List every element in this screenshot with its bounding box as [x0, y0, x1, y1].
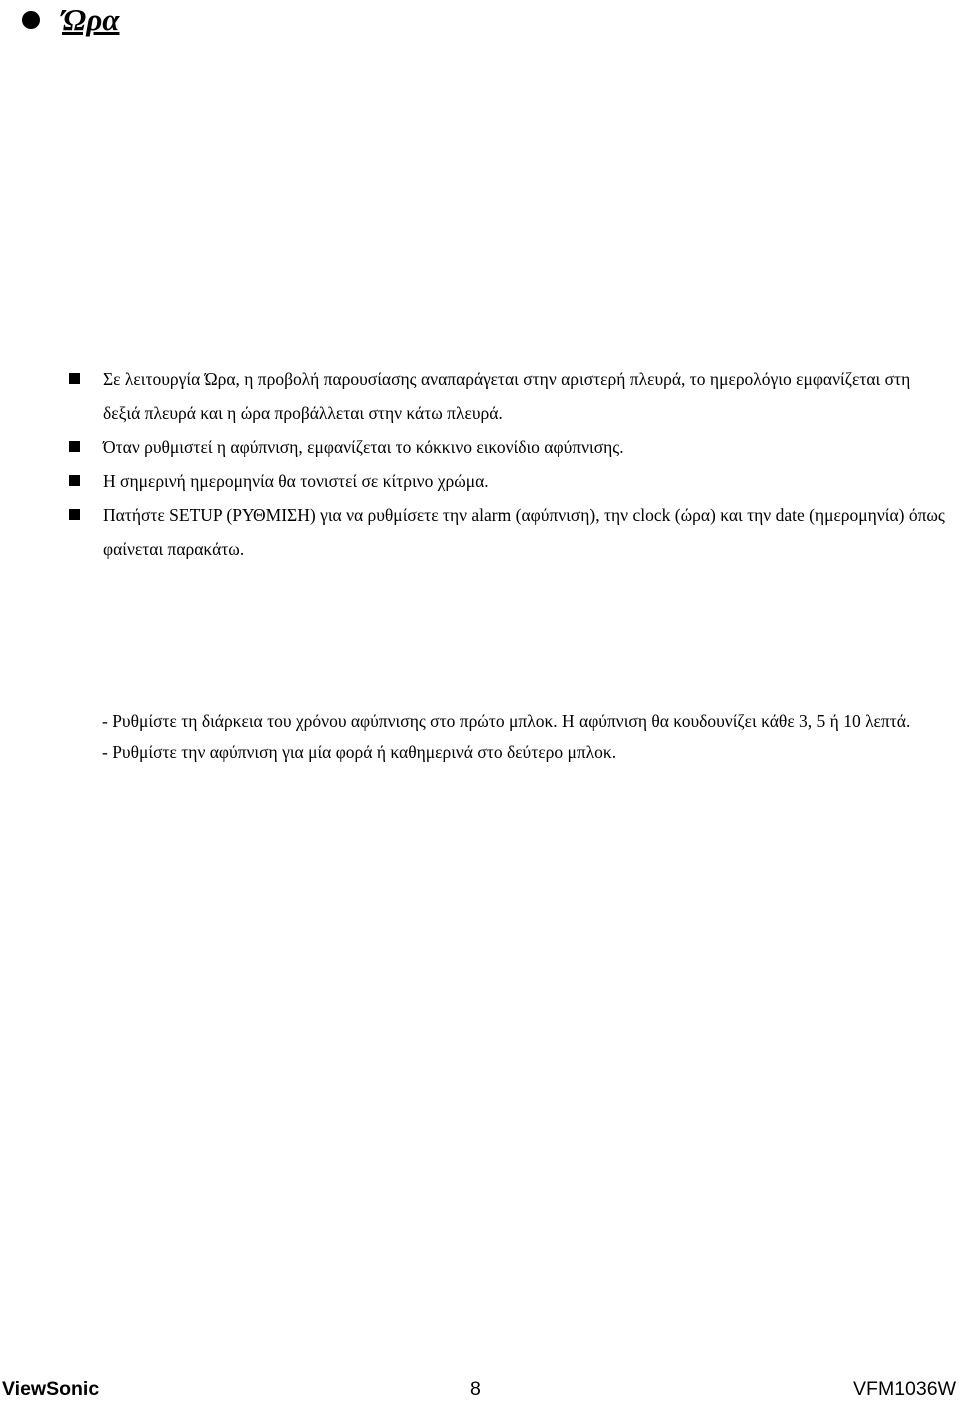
note-item: - Ρυθμίστε την αφύπνιση για μία φορά ή καθημερινά στο δεύτερο μπλοκ.: [102, 742, 617, 762]
page-number: 8: [470, 1378, 481, 1400]
setup-notes: [102, 706, 952, 768]
bullet-text: Όταν ρυθμιστεί η αφύπνιση, εμφανίζεται το κόκκινο εικονίδιο αφύπνισης.: [103, 437, 624, 457]
bullet-item: [0, 430, 960, 464]
square-bullet-icon: [69, 441, 80, 452]
bullet-item: [0, 362, 960, 430]
square-bullet-icon: [69, 373, 80, 384]
bullet-item: [0, 464, 960, 498]
section-heading: [22, 0, 119, 40]
page-footer: [0, 1378, 960, 1402]
bullet-item: [0, 498, 960, 566]
square-bullet-icon: [69, 475, 80, 486]
bullet-text: Σε λειτουργία Ώρα, η προβολή παρουσίασης αναπαράγεται στην αριστερή πλευρά, το ημερολόγιο εμφανίζεται στη δεξιά πλευρά και η ώρα προβάλλεται στην κάτω πλευρά.: [103, 369, 911, 423]
brand-name: ViewSonic: [2, 1378, 100, 1400]
bullet-dot-icon: [22, 11, 40, 29]
bullet-text: Η σημερινή ημερομηνία θα τονιστεί σε κίτρινο χρώμα.: [103, 471, 489, 491]
square-bullet-icon: [69, 509, 80, 520]
note-item: - Ρυθμίστε τη διάρκεια του χρόνου αφύπνισης στο πρώτο μπλοκ. Η αφύπνιση θα κουδουνίζει κάθε 3, 5 ή 10 λεπτά.: [102, 711, 911, 731]
model-number: VFM1036W: [853, 1378, 956, 1400]
bullet-list: [0, 362, 960, 566]
section-title: Ώρα: [62, 2, 120, 37]
bullet-text: Πατήστε SETUP (ΡΥΘΜΙΣΗ) για να ρυθμίσετε την alarm (αφύπνιση), την clock (ώρα) και την date (ημερομηνία) όπως φαίνεται παρακάτω.: [103, 505, 945, 559]
